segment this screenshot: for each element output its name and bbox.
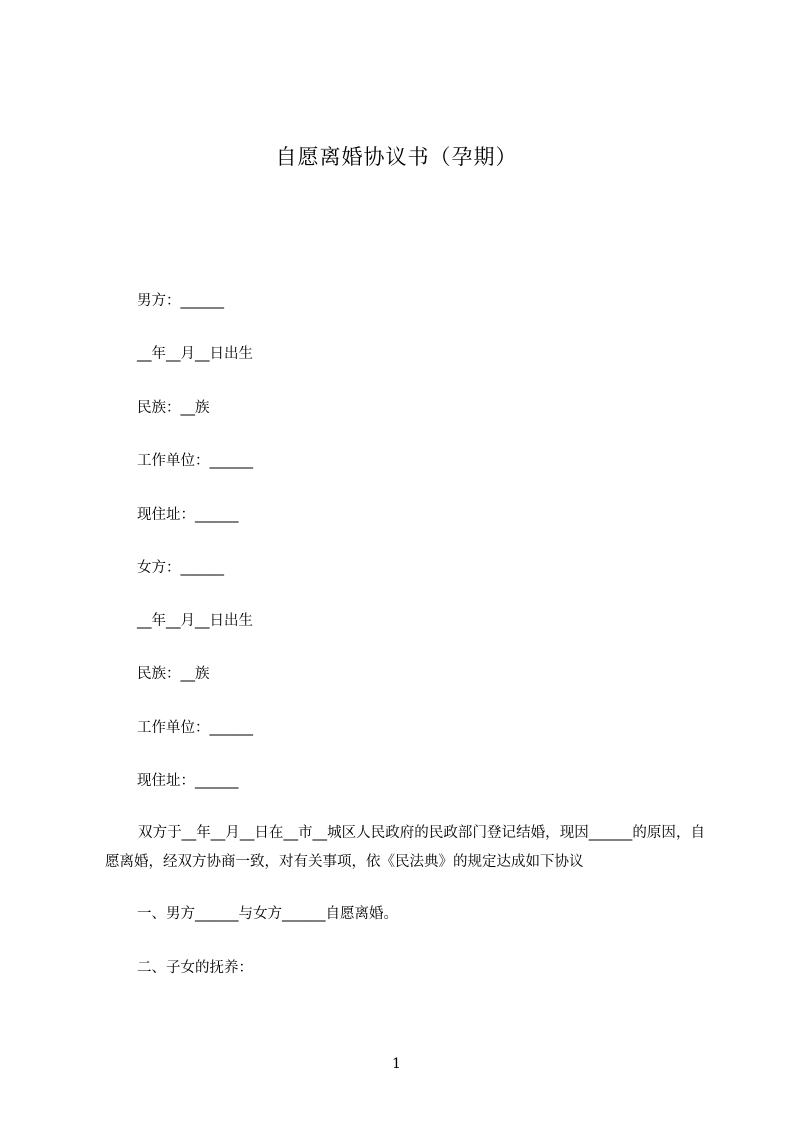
female-ethnicity-field: 民族：__族 <box>137 666 210 682</box>
clause-1: 一、男方______与女方______自愿离婚。 <box>137 906 398 922</box>
male-ethnicity-field: 民族：__族 <box>137 400 210 416</box>
clause-2: 二、子女的抚养： <box>137 960 253 976</box>
document-title: 自愿离婚协议书（孕期） <box>275 145 518 169</box>
male-employer-field: 工作单位：______ <box>137 453 253 469</box>
female-birth-date-field: __年__月__日出生 <box>137 613 253 629</box>
page-number: 1 <box>392 1056 401 1072</box>
male-birth-date-field: __年__月__日出生 <box>137 346 253 362</box>
male-name-field: 男方：______ <box>137 293 224 309</box>
female-address-field: 现住址：______ <box>137 773 239 789</box>
preamble-text: 双方于__年__月__日在__市__城区人民政府的民政部门登记结婚，现因______的原因，自愿离婚，经双方协商一致，对有关事项，依《民法典》的规定达成如下协议 <box>105 825 705 870</box>
female-employer-field: 工作单位：______ <box>137 720 253 736</box>
male-address-field: 现住址：______ <box>137 507 239 523</box>
preamble-paragraph <box>105 819 705 877</box>
female-name-field: 女方：______ <box>137 560 224 576</box>
